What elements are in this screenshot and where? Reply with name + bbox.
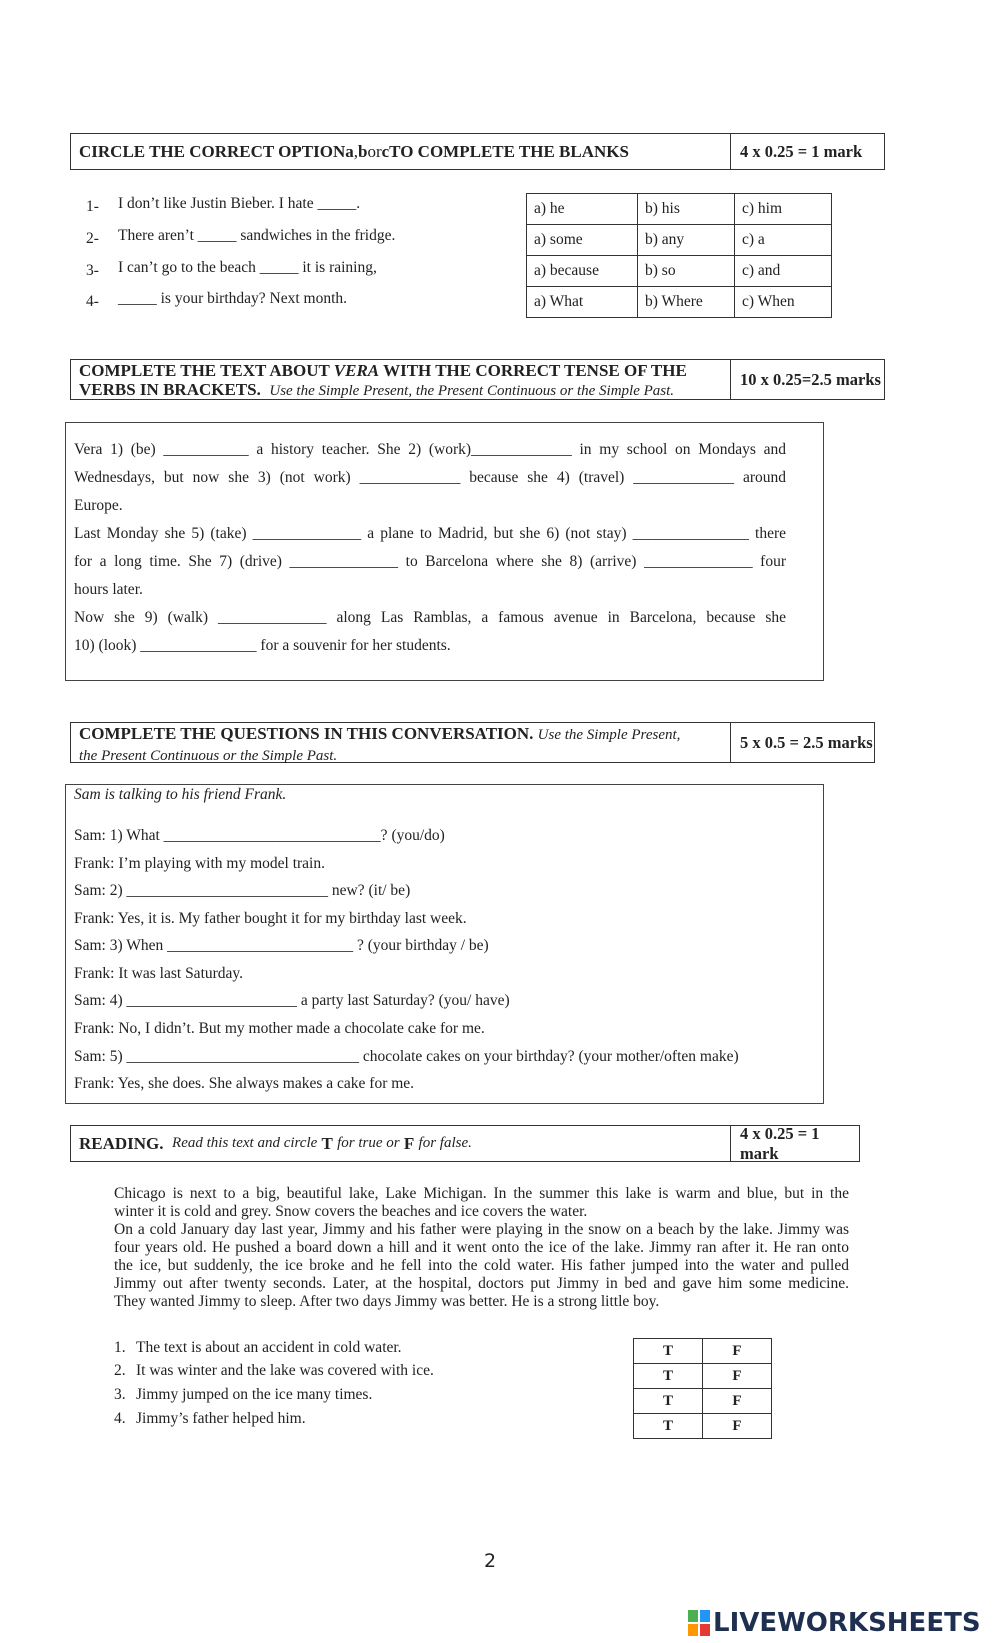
title-part: F: [403, 1133, 415, 1153]
dialogue-line: Sam: 3) When ________________________ ? (your birthday / be): [74, 937, 489, 954]
option-cell[interactable]: c) a: [735, 225, 832, 256]
option-cell[interactable]: a) What: [527, 287, 638, 318]
title-part: a: [345, 141, 354, 161]
page-number: 2: [484, 1550, 497, 1572]
dialogue-line: Frank: I’m playing with my model train.: [74, 855, 325, 872]
reading-line: Chicago is next to a big, beautiful lake, Lake Michigan. In the summer this lake is warm and blue, but in the: [114, 1185, 849, 1202]
options-table: [526, 193, 832, 318]
statement-text: It was winter and the lake was covered with ice.: [136, 1362, 434, 1379]
section1-title: [71, 134, 731, 169]
false-option[interactable]: F: [703, 1339, 772, 1364]
reading-line: the ice, but suddenly, the ice broke and he fell into the cold water. His father jumped into the water and pulled: [114, 1257, 849, 1274]
liveworksheets-logo[interactable]: [688, 1608, 981, 1638]
statement-text: Jimmy’s father helped him.: [136, 1410, 306, 1427]
true-option[interactable]: T: [634, 1389, 703, 1414]
text-line: Europe.: [74, 497, 123, 514]
option-cell[interactable]: b) Where: [638, 287, 735, 318]
reading-line: They wanted Jimmy to sleep. After two days Jimmy was better. He is a strong little boy.: [114, 1293, 660, 1310]
option-cell[interactable]: a) some: [527, 225, 638, 256]
dialogue-line: Sam: 4) ______________________ a party last Saturday? (you/ have): [74, 992, 510, 1009]
text-line: Last Monday she 5) (take) ______________ a plane to Madrid, but she 6) (not stay) _______________ there: [74, 525, 786, 542]
section1-header: [70, 133, 885, 170]
reading-line: Jimmy out after twenty seconds. Later, at the hospital, doctors put Jimmy in bed and gave him some medicine.: [114, 1275, 849, 1292]
text-line: Now she 9) (walk) ______________ along Las Ramblas, a famous avenue in Barcelona, because she: [74, 609, 786, 626]
table-row: [634, 1389, 772, 1414]
section2-marks: 10 x 0.25=2.5 marks: [740, 369, 881, 389]
true-option[interactable]: T: [634, 1364, 703, 1389]
dialogue-line: Frank: Yes, it is. My father bought it for my birthday last week.: [74, 910, 467, 927]
table-row: [527, 256, 832, 287]
reading-line: On a cold January day last year, Jimmy and his father were playing in the snow on a beach by the lake. Jimmy was: [114, 1221, 849, 1238]
dialogue-line: Frank: Yes, she does. She always makes a cake for me.: [74, 1075, 415, 1092]
option-cell[interactable]: c) When: [735, 287, 832, 318]
statement-number: 4.: [114, 1410, 126, 1427]
title-part: b: [357, 141, 368, 161]
statement-number: 3.: [114, 1386, 126, 1403]
section3-header: [70, 722, 875, 763]
option-cell[interactable]: b) any: [638, 225, 735, 256]
option-cell[interactable]: a) he: [527, 194, 638, 225]
false-option[interactable]: F: [703, 1414, 772, 1439]
text-line: Wednesdays, but now she 3) (not work) _____________ because she 4) (travel) _____________ around: [74, 469, 786, 486]
section4-title: [71, 1126, 731, 1161]
reading-line: winter it is cold and grey. Snow covers the beaches and ice covers the water.: [114, 1203, 588, 1220]
title-instruction: the Present Continuous or the Simple Past.: [79, 748, 338, 764]
false-option[interactable]: F: [703, 1364, 772, 1389]
title-part: COMPLETE THE QUESTIONS IN THIS CONVERSATION.: [79, 724, 534, 743]
liveworksheets-icon: [688, 1610, 710, 1636]
option-cell[interactable]: c) him: [735, 194, 832, 225]
reading-text: [114, 1185, 849, 1311]
title-instruction: Use the Simple Present,: [537, 727, 681, 743]
question-text: _____ is your birthday? Next month.: [118, 290, 348, 307]
option-cell[interactable]: c) and: [735, 256, 832, 287]
title-part: VERA: [333, 361, 380, 380]
dialogue-line: Sam: 2) __________________________ new? (it/ be): [74, 882, 411, 899]
text-line: hours later.: [74, 581, 143, 598]
table-row: [527, 287, 832, 318]
statement-number: 1.: [114, 1339, 126, 1356]
table-row: [527, 225, 832, 256]
title-part: READING.: [79, 1133, 164, 1153]
question-text: I don’t like Justin Bieber. I hate _____.: [118, 195, 361, 212]
true-false-table: [633, 1338, 772, 1439]
false-option[interactable]: F: [703, 1389, 772, 1414]
brand-name: LIVEWORKSHEETS: [713, 1608, 981, 1638]
title-instruction: for false.: [418, 1135, 472, 1151]
dialogue-line: Frank: No, I didn’t. But my mother made a chocolate cake for me.: [74, 1020, 485, 1037]
title-part: ,: [353, 141, 358, 161]
statement-number: 2.: [114, 1362, 126, 1379]
true-option[interactable]: T: [634, 1339, 703, 1364]
table-row: [634, 1364, 772, 1389]
title-part: or: [367, 141, 382, 161]
title-instruction: Use the Simple Present, the Present Continuous or the Simple Past.: [269, 383, 675, 399]
question-text: I can’t go to the beach _____ it is raining,: [118, 259, 377, 276]
dialogue-line: Sam: 5) ______________________________ chocolate cakes on your birthday? (your mother/often make): [74, 1048, 739, 1065]
title-part: c: [381, 141, 390, 161]
table-row: [634, 1339, 772, 1364]
question-text: There aren’t _____ sandwiches in the fridge.: [118, 227, 396, 244]
section2-text-box: [65, 422, 824, 681]
title-part: TO COMPLETE THE BLANKS: [389, 141, 629, 161]
question-number: 3-: [86, 262, 99, 279]
reading-line: four years old. He pushed a board down a hill and it went onto the ice of the lake. Jimmy ran after it. He ran onto: [114, 1239, 849, 1256]
title-instruction: for true or: [337, 1135, 400, 1151]
title-instruction: Read this text and circle: [172, 1135, 318, 1151]
title-part: WITH THE CORRECT TENSE OF THE: [379, 361, 687, 380]
dialogue-line: Sam: 1) What ____________________________? (you/do): [74, 827, 445, 844]
option-cell[interactable]: a) because: [527, 256, 638, 287]
statement-text: Jimmy jumped on the ice many times.: [136, 1386, 373, 1403]
title-part: T: [321, 1133, 333, 1153]
text-line: 10) (look) _______________ for a souvenir for her students.: [74, 637, 451, 654]
section2-header: [70, 359, 885, 400]
question-number: 1-: [86, 198, 99, 215]
title-part: COMPLETE THE TEXT ABOUT: [79, 361, 334, 380]
section4-marks: 4 x 0.25 = 1 mark: [740, 1123, 820, 1163]
question-number: 4-: [86, 293, 99, 310]
text-line: Vera 1) (be) ___________ a history teacher. She 2) (work)_____________ in my school on Mondays and: [74, 441, 786, 458]
table-row: [634, 1414, 772, 1439]
dialogue-intro: Sam is talking to his friend Frank.: [74, 786, 287, 803]
true-option[interactable]: T: [634, 1414, 703, 1439]
option-cell[interactable]: b) so: [638, 256, 735, 287]
section1-marks: 4 x 0.25 = 1 mark: [740, 141, 863, 161]
title-part: CIRCLE THE CORRECT OPTION: [79, 141, 346, 161]
section2-title: [71, 360, 731, 399]
section4-header: [70, 1125, 860, 1162]
question-number: 2-: [86, 230, 99, 247]
section3-dialogue-box: [65, 784, 824, 1104]
statement-text: The text is about an accident in cold water.: [136, 1339, 402, 1356]
text-line: for a long time. She 7) (drive) ______________ to Barcelona where she 8) (arrive) ______________ four: [74, 553, 786, 570]
title-part: VERBS IN BRACKETS.: [79, 380, 261, 399]
option-cell[interactable]: b) his: [638, 194, 735, 225]
table-row: [527, 194, 832, 225]
section3-title: [71, 723, 731, 762]
dialogue-line: Frank: It was last Saturday.: [74, 965, 244, 982]
section3-marks: 5 x 0.5 = 2.5 marks: [740, 732, 873, 752]
